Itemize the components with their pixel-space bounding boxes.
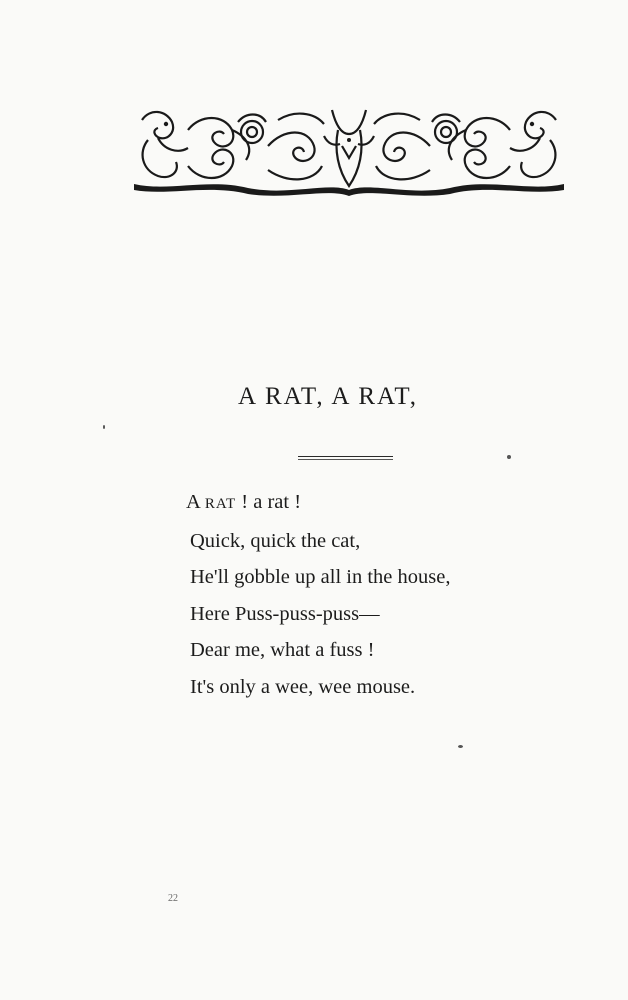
poem-line-4: Here Puss-puss-puss— bbox=[190, 602, 380, 625]
title-rule-divider bbox=[298, 456, 393, 457]
poem-title: A RAT, A RAT, bbox=[238, 383, 418, 410]
poem-body bbox=[186, 484, 546, 705]
page-folio-mark: 22 bbox=[168, 893, 178, 904]
print-speck bbox=[103, 425, 105, 429]
poem-line-5: Dear me, what a fuss ! bbox=[190, 639, 375, 661]
poem-line-6: It's only a wee, wee mouse. bbox=[190, 675, 416, 698]
poem-line-1 bbox=[186, 484, 546, 523]
poem-line-3: He'll gobble up all in the house, bbox=[190, 566, 451, 588]
first-line-rest: ! a rat ! bbox=[236, 491, 302, 513]
print-speck bbox=[507, 455, 511, 459]
poem-line-2: Quick, quick the cat, bbox=[190, 529, 361, 552]
headpiece-ornament bbox=[128, 100, 570, 196]
first-line-cap: A bbox=[186, 491, 200, 513]
print-speck bbox=[458, 745, 463, 748]
first-line-smallcaps: RAT bbox=[204, 496, 237, 512]
